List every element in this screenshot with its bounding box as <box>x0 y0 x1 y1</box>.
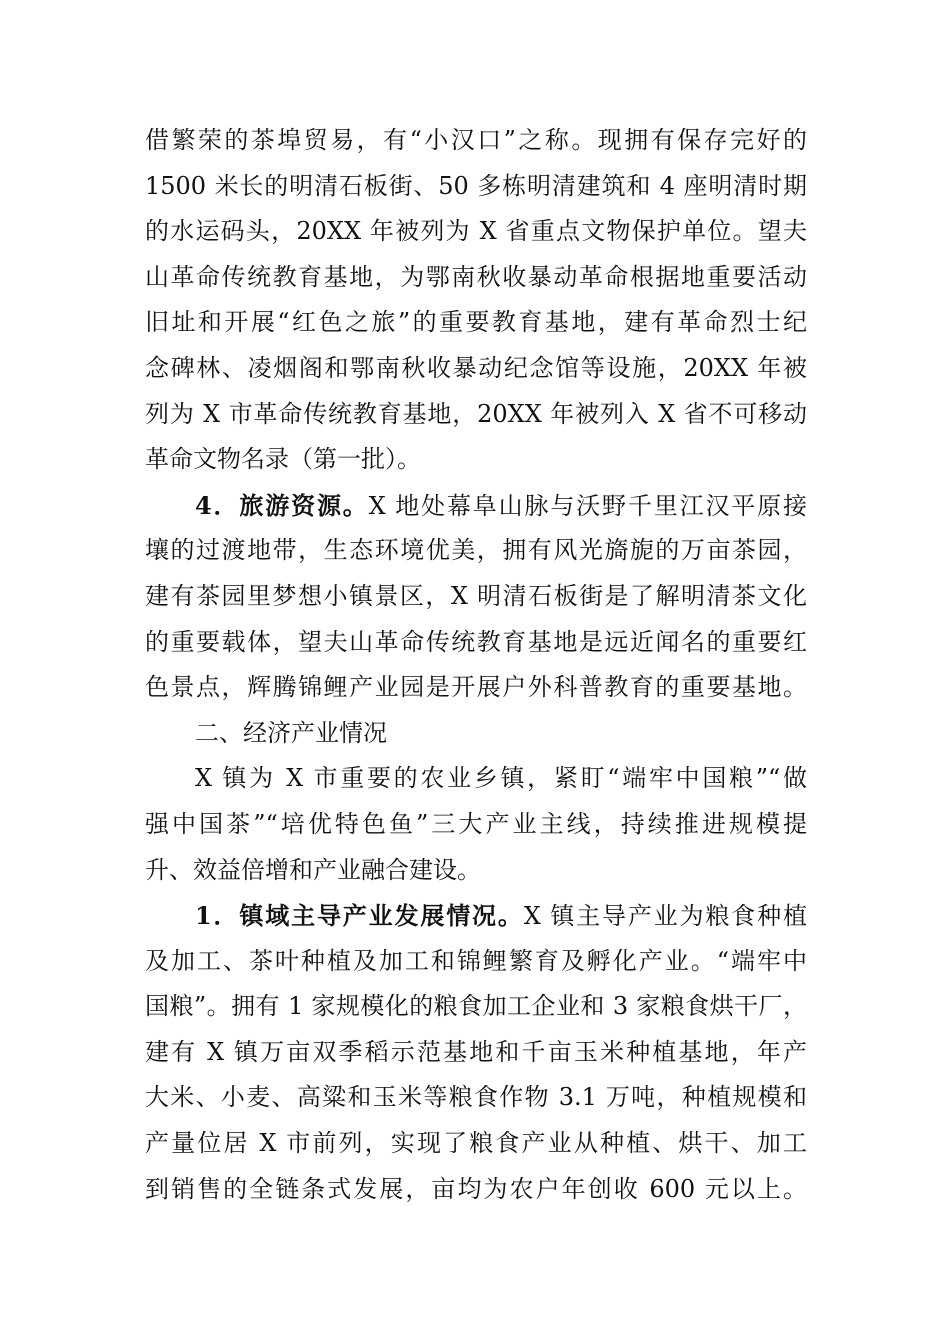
subsection-line-industry <box>145 893 807 939</box>
body-line: 大米、小麦、高粱和玉米等粮食作物 3.1 万吨，种植规模和 <box>145 1083 807 1112</box>
body-line: 到销售的全链条式发展，亩均为农户年创收 600 元以上。 <box>145 1174 807 1203</box>
body-line: 壤的过渡地带，生态环境优美，拥有风光旖旎的万亩茶园， <box>145 536 807 565</box>
body-line: 革命文物名录（第一批）。 <box>145 445 421 474</box>
subsection-heading: 1．镇域主导产业发展情况。 <box>195 901 524 931</box>
body-line: X 镇为 X 市重要的农业乡镇，紧盯“端牢中国粮”“做 <box>195 764 807 793</box>
body-line: 建有茶园里梦想小镇景区，X 明清石板街是了解明清茶文化 <box>145 581 807 610</box>
body-line: 产量位居 X 市前列，实现了粮食产业从种植、烘干、加工 <box>145 1129 807 1158</box>
body-line: 建有 X 镇万亩双季稻示范基地和千亩玉米种植基地，年产 <box>145 1037 807 1066</box>
body-line: 列为 X 市革命传统教育基地，20XX 年被列入 X 省不可移动 <box>145 399 807 428</box>
body-line: 及加工、茶叶种植及加工和锦鲤繁育及孵化产业。“端牢中 <box>145 946 807 975</box>
body-line: 国粮”。拥有 1 家规模化的粮食加工企业和 3 家粮食烘干厂， <box>145 992 807 1021</box>
body-line: 强中国茶”“培优特色鱼”三大产业主线，持续推进规模提 <box>145 809 807 838</box>
body-line: 山革命传统教育基地，为鄂南秋收暴动革命根据地重要活动 <box>145 262 807 291</box>
subsection-text: X 镇主导产业为粮食种植 <box>523 902 807 931</box>
body-line: 1500 米长的明清石板街、50 多栋明清建筑和 4 座明清时期 <box>145 171 807 200</box>
document-page <box>145 118 807 1212</box>
body-line: 升、效益倍增和产业融合建设。 <box>145 855 481 884</box>
subsection-heading: 4．旅游资源。 <box>195 490 369 520</box>
subsection-text: X 地处幕阜山脉与沃野千里江汉平原接 <box>368 491 807 520</box>
body-line: 的重要载体，望夫山革命传统教育基地是远近闻名的重要红 <box>145 627 807 656</box>
section-heading: 二、经济产业情况 <box>195 718 387 747</box>
body-line: 念碑林、凌烟阁和鄂南秋收暴动纪念馆等设施，20XX 年被 <box>145 353 807 382</box>
body-line: 的水运码头，20XX 年被列为 X 省重点文物保护单位。望夫 <box>145 217 807 246</box>
body-line: 借繁荣的茶埠贸易，有“小汉口”之称。现拥有保存完好的 <box>145 126 807 154</box>
body-line: 旧址和开展“红色之旅”的重要教育基地，建有革命烈士纪 <box>145 308 807 337</box>
subsection-line-tourism <box>145 483 807 529</box>
body-line: 色景点，辉腾锦鲤产业园是开展户外科普教育的重要基地。 <box>145 673 807 702</box>
